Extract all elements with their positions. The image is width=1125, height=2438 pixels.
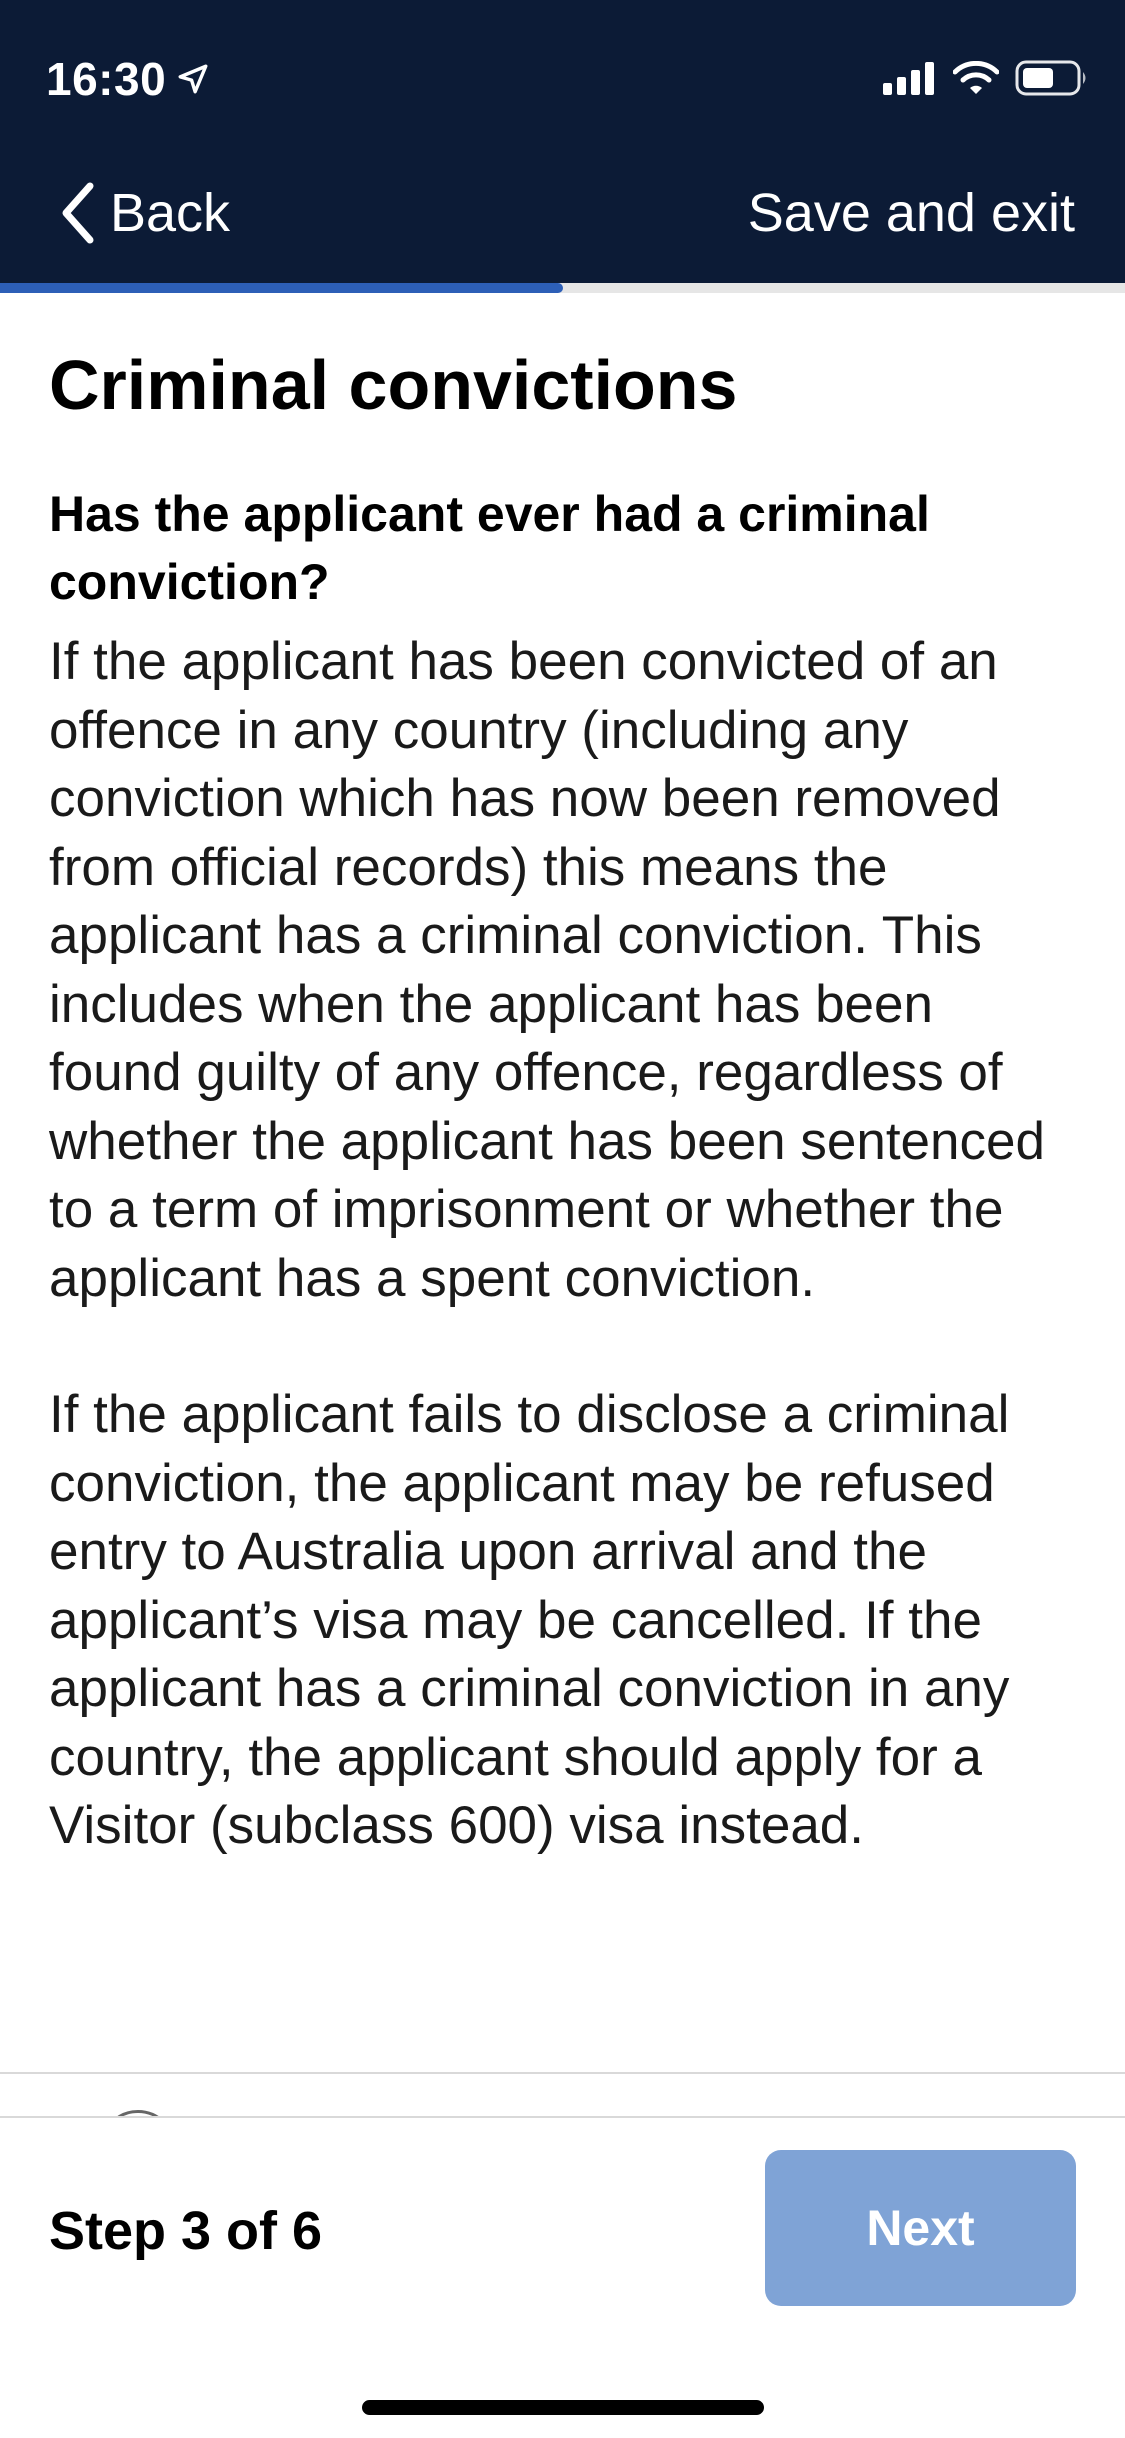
back-label: Back (110, 183, 231, 243)
save-and-exit-button[interactable]: Save and exit (747, 183, 1075, 243)
app-header (0, 0, 1125, 283)
status-icons (883, 60, 1089, 96)
wifi-icon (953, 61, 999, 95)
page-title: Criminal convictions (49, 346, 738, 424)
chevron-left-icon (60, 182, 96, 244)
signal-icon (883, 61, 937, 95)
status-time-text: 16:30 (46, 53, 167, 105)
progress-bar (0, 283, 1125, 293)
location-arrow-icon (176, 62, 210, 96)
section-divider (0, 2072, 1125, 2074)
info-paragraph: If the applicant has been convicted of an offence in any country (including any conviction which has now been removed from official records) this means the applicant has a criminal conviction. This includes when the applicant has been found guilty of any offence, regardless of whether the applicant has been sentenced to a term of imprisonment or whether the applicant has a spent conviction. (49, 632, 1045, 1308)
footer-bar (0, 2116, 1125, 2438)
step-indicator: Step 3 of 6 (49, 2201, 323, 2261)
main-content (49, 340, 1079, 1861)
battery-icon (1015, 60, 1089, 96)
question-heading: Has the applicant ever had a criminal conviction? (49, 486, 930, 610)
next-button[interactable]: Next (765, 2150, 1076, 2306)
status-time (46, 52, 210, 106)
progress-fill (0, 283, 563, 293)
info-paragraph: If the applicant fails to disclose a criminal conviction, the applicant may be refused entry to Australia upon arrival and the applicant’s visa may be cancelled. If the applicant has a criminal conviction in any country, the applicant should apply for a Visitor (subclass 600) visa instead. (49, 1385, 1010, 1855)
back-button[interactable] (60, 182, 230, 244)
home-indicator[interactable] (362, 2400, 764, 2415)
